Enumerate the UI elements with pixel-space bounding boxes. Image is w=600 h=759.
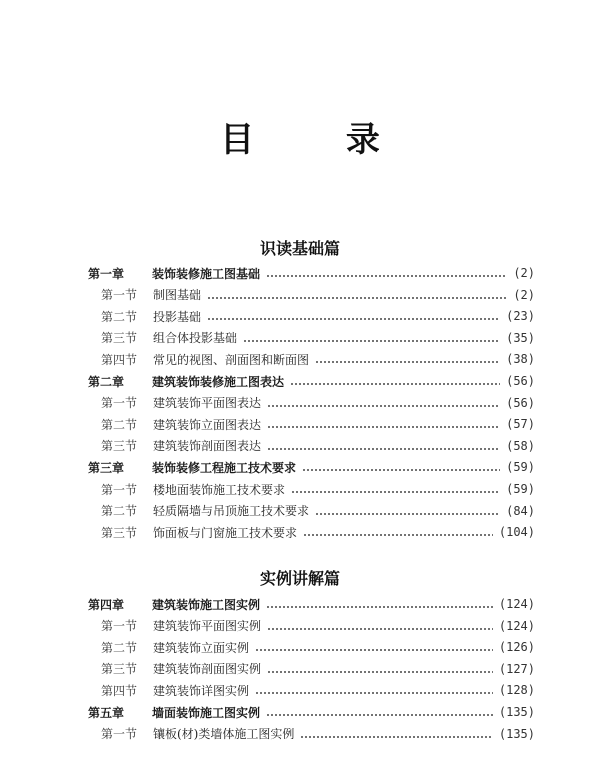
entry-page-number: (128) bbox=[498, 683, 535, 698]
entry-title: 装饰装修施工图基础 bbox=[152, 266, 261, 281]
entry-title: 建筑装饰施工图实例 bbox=[152, 597, 261, 612]
entry-number: 第四章 bbox=[88, 597, 125, 612]
entry-number: 第二节 bbox=[101, 504, 138, 519]
dot-leader bbox=[266, 275, 507, 277]
entry-title: 镶板(材)类墙体施工图实例 bbox=[153, 727, 295, 742]
toc-section-entry[interactable] bbox=[101, 328, 535, 348]
dot-leader bbox=[267, 628, 493, 630]
entry-number: 第二节 bbox=[101, 309, 138, 324]
entry-number: 第二节 bbox=[101, 640, 138, 655]
entry-title: 装饰装修工程施工技术要求 bbox=[152, 460, 297, 475]
dot-leader bbox=[267, 405, 500, 407]
toc-chapter-entry[interactable] bbox=[88, 263, 535, 283]
entry-title: 制图基础 bbox=[153, 288, 202, 303]
dot-leader bbox=[267, 671, 493, 673]
toc-chapter-entry[interactable] bbox=[88, 457, 535, 477]
dot-leader bbox=[243, 340, 500, 342]
entry-page-number: (59) bbox=[506, 482, 535, 496]
dot-leader bbox=[207, 318, 500, 320]
toc-section-entry[interactable] bbox=[101, 306, 535, 326]
entry-page-number: (57) bbox=[506, 417, 535, 432]
entry-page-number: (104) bbox=[498, 525, 535, 540]
dot-leader bbox=[291, 491, 500, 493]
toc-section-entry[interactable] bbox=[101, 501, 535, 521]
toc-section-entry[interactable] bbox=[101, 414, 535, 434]
entry-page-number: (35) bbox=[506, 330, 535, 345]
entry-page-number: (56) bbox=[506, 374, 535, 388]
toc-section-entry[interactable] bbox=[101, 659, 535, 679]
dot-leader bbox=[315, 513, 500, 515]
entry-number: 第一章 bbox=[88, 266, 125, 281]
dot-leader bbox=[290, 383, 500, 385]
entry-page-number: (2) bbox=[513, 287, 535, 302]
dot-leader bbox=[267, 426, 500, 428]
entry-page-number: (124) bbox=[498, 618, 535, 633]
entry-title: 投影基础 bbox=[153, 309, 202, 324]
entry-page-number: (127) bbox=[498, 661, 535, 676]
entry-title: 建筑装饰详图实例 bbox=[153, 683, 250, 698]
entry-title: 建筑装饰平面图实例 bbox=[153, 619, 262, 634]
entry-title: 建筑装饰剖面图实例 bbox=[153, 662, 262, 677]
entry-number: 第四节 bbox=[101, 683, 138, 698]
entry-title: 组合体投影基础 bbox=[153, 331, 238, 346]
toc-chapter-entry[interactable] bbox=[88, 371, 535, 391]
toc-section-entry[interactable] bbox=[101, 724, 535, 744]
entry-title: 饰面板与门窗施工技术要求 bbox=[153, 525, 298, 540]
entry-number: 第一节 bbox=[101, 619, 138, 634]
entry-page-number: (38) bbox=[506, 352, 535, 367]
dot-leader bbox=[300, 736, 493, 738]
entry-page-number: (56) bbox=[506, 395, 535, 410]
entry-title: 建筑装饰立面图表达 bbox=[153, 417, 262, 432]
entry-page-number: (59) bbox=[506, 460, 535, 475]
entry-number: 第一节 bbox=[101, 288, 138, 303]
dot-leader bbox=[267, 448, 500, 450]
toc-section-entry[interactable] bbox=[101, 680, 535, 700]
entry-title: 常见的视图、剖面图和断面图 bbox=[153, 352, 310, 367]
dot-leader bbox=[266, 606, 493, 608]
entry-page-number: (124) bbox=[498, 597, 535, 611]
toc-section-entry[interactable] bbox=[101, 479, 535, 499]
entry-number: 第二章 bbox=[88, 374, 125, 389]
toc-section-entry[interactable] bbox=[101, 637, 535, 657]
toc-chapter-entry[interactable] bbox=[88, 594, 535, 614]
entry-number: 第一节 bbox=[101, 396, 138, 411]
dot-leader bbox=[315, 361, 500, 363]
part-title-examples: 实例讲解篇 bbox=[259, 569, 340, 588]
entry-title: 墙面装饰施工图实例 bbox=[152, 705, 261, 720]
entry-page-number: (2) bbox=[513, 266, 535, 280]
entry-number: 第三节 bbox=[101, 331, 138, 346]
entry-page-number: (84) bbox=[506, 503, 535, 518]
dot-leader bbox=[302, 469, 500, 471]
entry-title: 建筑装饰立面实例 bbox=[153, 640, 250, 655]
entry-number: 第三节 bbox=[101, 662, 138, 677]
entry-number: 第二节 bbox=[101, 417, 138, 432]
entry-title: 建筑装饰平面图表达 bbox=[153, 396, 262, 411]
page-title: 目 录 bbox=[220, 120, 420, 160]
dot-leader bbox=[303, 534, 493, 536]
toc-section-entry[interactable] bbox=[101, 393, 535, 413]
entry-number: 第三节 bbox=[101, 439, 138, 454]
entry-number: 第三章 bbox=[88, 460, 125, 475]
entry-title: 轻质隔墙与吊顶施工技术要求 bbox=[153, 504, 310, 519]
entry-number: 第一节 bbox=[101, 727, 138, 742]
entry-number: 第三节 bbox=[101, 525, 138, 540]
dot-leader bbox=[255, 649, 493, 651]
entry-number: 第五章 bbox=[88, 705, 125, 720]
part-title-basics: 识读基础篇 bbox=[259, 239, 340, 258]
toc-section-entry[interactable] bbox=[101, 285, 535, 305]
toc-section-entry[interactable] bbox=[101, 522, 535, 542]
dot-leader bbox=[207, 297, 507, 299]
entry-number: 第一节 bbox=[101, 482, 138, 497]
toc-section-entry[interactable] bbox=[101, 616, 535, 636]
dot-leader bbox=[255, 692, 493, 694]
toc-chapter-entry[interactable] bbox=[88, 702, 535, 722]
toc-section-entry[interactable] bbox=[101, 349, 535, 369]
entry-number: 第四节 bbox=[101, 352, 138, 367]
toc-section-entry[interactable] bbox=[101, 436, 535, 456]
entry-page-number: (135) bbox=[498, 726, 535, 741]
dot-leader bbox=[266, 714, 493, 716]
entry-page-number: (58) bbox=[506, 438, 535, 453]
entry-title: 建筑装饰装修施工图表达 bbox=[152, 374, 285, 389]
entry-title: 楼地面装饰施工技术要求 bbox=[153, 482, 286, 497]
entry-page-number: (126) bbox=[498, 640, 535, 655]
entry-page-number: (135) bbox=[498, 705, 535, 719]
entry-page-number: (23) bbox=[506, 309, 535, 324]
entry-title: 建筑装饰剖面图表达 bbox=[153, 439, 262, 454]
